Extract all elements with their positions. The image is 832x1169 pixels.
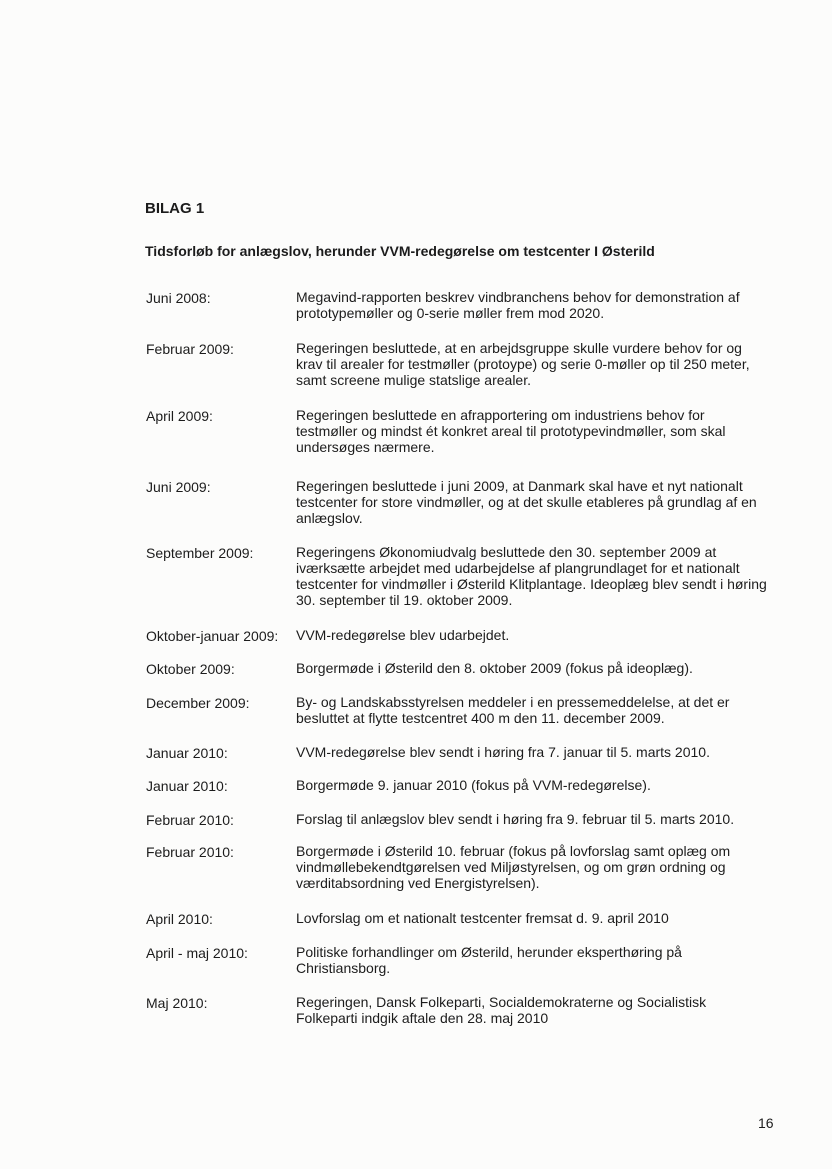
entry-date: Oktober 2009: bbox=[146, 661, 235, 677]
entry-text: Regeringen besluttede, at en arbejdsgruppe skulle vurdere behov for og krav til arealer for testmøller (protoype) og serie 0-møller op til 250 meter, samt screene mulige statslige arealer. bbox=[296, 340, 750, 388]
entry-text: Regeringen besluttede i juni 2009, at Danmark skal have et nyt nationalt testcenter for store vindmøller, og at det skulle etableres på grundlag af en anlægslov. bbox=[296, 478, 757, 526]
entry-text: Regeringen besluttede en afrapportering om industriens behov for testmøller og mindst ét konkret areal til prototypevindmøller, som skal undersøges nærmere. bbox=[296, 407, 726, 455]
entry-date: April 2009: bbox=[146, 408, 213, 424]
entry-text: Forslag til anlægslov blev sendt i høring fra 9. februar til 5. marts 2010. bbox=[296, 811, 735, 827]
entry-text: VVM-redegørelse blev sendt i høring fra 7. januar til 5. marts 2010. bbox=[296, 744, 710, 760]
entry-date: Januar 2010: bbox=[146, 778, 228, 794]
entry-date: September 2009: bbox=[146, 545, 254, 561]
entry-date: Juni 2008: bbox=[146, 290, 211, 306]
appendix-title: BILAG 1 bbox=[145, 200, 205, 217]
entry-date: April - maj 2010: bbox=[146, 945, 248, 961]
timeline-heading: Tidsforløb for anlægslov, herunder VVM-redegørelse om testcenter I Østerild bbox=[145, 243, 655, 259]
page-number: 16 bbox=[758, 1115, 774, 1131]
entry-date: April 2010: bbox=[146, 911, 213, 927]
entry-text: Megavind-rapporten beskrev vindbranchens behov for demonstration af prototypemøller og 0-serie møller frem mod 2020. bbox=[296, 289, 740, 321]
entry-date: Februar 2010: bbox=[146, 844, 234, 860]
entry-text: Borgermøde i Østerild 10. februar (fokus på lovforslag samt oplæg om vindmøllebekendtgørelsen ved Miljøstyrelsen, og om grøn ordning og værditabsordning ved Energistyrelsen). bbox=[296, 843, 731, 891]
entry-text: Borgermøde i Østerild den 8. oktober 2009 (fokus på ideoplæg). bbox=[296, 660, 693, 676]
entry-date: Oktober-januar 2009: bbox=[146, 628, 279, 644]
entry-date: Maj 2010: bbox=[146, 995, 208, 1011]
entry-date: December 2009: bbox=[146, 695, 250, 711]
entry-text: Regeringen, Dansk Folkeparti, Socialdemokraterne og Socialistisk Folkeparti indgik aftale den 28. maj 2010 bbox=[296, 994, 707, 1026]
entry-text: Lovforslag om et nationalt testcenter fremsat d. 9. april 2010 bbox=[296, 910, 669, 926]
entry-date: Juni 2009: bbox=[146, 479, 211, 495]
entry-text: By- og Landskabsstyrelsen meddeler i en pressemeddelelse, at det er besluttet at flytte testcentret 400 m den 11. december 2009. bbox=[296, 694, 730, 726]
entry-text: VVM-redegørelse blev udarbejdet. bbox=[296, 627, 510, 643]
entry-text: Politiske forhandlinger om Østerild, herunder eksperthøring på Christiansborg. bbox=[296, 944, 682, 976]
entry-text: Borgermøde 9. januar 2010 (fokus på VVM-redegørelse). bbox=[296, 777, 651, 793]
entry-date: Februar 2009: bbox=[146, 341, 234, 357]
entry-date: Januar 2010: bbox=[146, 745, 228, 761]
entry-text: Regeringens Økonomiudvalg besluttede den 30. september 2009 at iværksætte arbejdet med udarbejdelse af plangrundlaget for et nationalt testcenter for vindmøller i Østerild Klitplantage. Ideoplæg blev sendt i høring 30. september til 19. oktober 2009. bbox=[296, 544, 767, 608]
entry-date: Februar 2010: bbox=[146, 812, 234, 828]
